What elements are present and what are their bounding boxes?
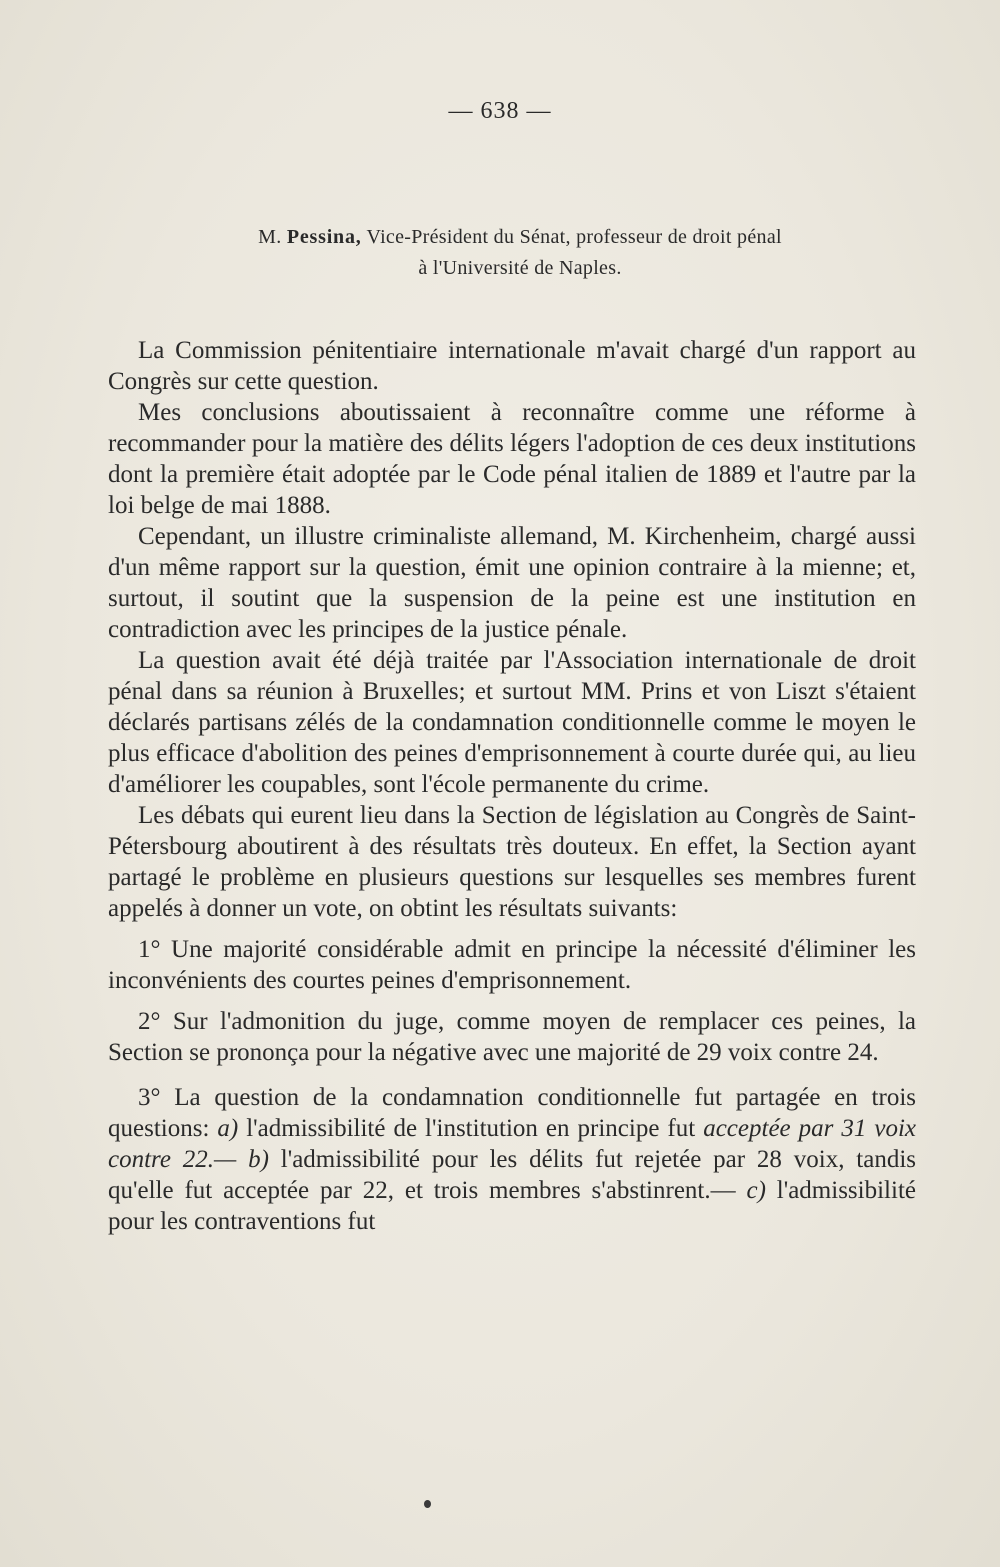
speaker-name: Pessina, bbox=[286, 226, 362, 248]
body-text bbox=[108, 335, 916, 1237]
paragraph-7: 2° Sur l'admonition du juge, comme moyen de remplacer ces peines, la Section se prononça pour la négative avec une majorité de 29 voix contre 24. bbox=[108, 1008, 916, 1066]
speaker-title: Vice-Président du Sénat, professeur de droit pénal bbox=[366, 226, 782, 248]
paragraph-5: Les débats qui eurent lieu dans la Section de législation au Congrès de Saint-Pétersbourg aboutirent à des résultats très douteux. En effet, la Section ayant partagé le problème en plusieurs questions sur lesquelles ses membres furent appelés à donner un vote, on obtint les résultats suivants: bbox=[108, 802, 916, 922]
p8-label-c: c) bbox=[746, 1177, 766, 1204]
paragraph-4: La question avait été déjà traitée par l'Association internationale de droit pénal dans sa réunion à Bruxelles; et surtout MM. Prins et von Liszt s'étaient déclarés partisans zélés de la condamnation conditionnelle comme le moyen le plus efficace d'abolition des peines d'emprisonnement à courte durée qui, au lieu d'améliorer les coupables, sont l'école permanente du crime. bbox=[108, 647, 916, 798]
p8-part-3: l'admissibilité pour les délits fut rejetée par 28 voix, tandis qu'elle fut acceptée par 22, et trois membres s'abstinrent.— bbox=[108, 1146, 916, 1204]
paragraph-2: Mes conclusions aboutissaient à reconnaître comme une réforme à recommander pour la matière des délits légers l'adoption de ces deux institutions dont la première était adoptée par le Code pénal italien de 1889 et l'autre par la loi belge de mai 1888. bbox=[108, 399, 916, 519]
heading-line-2: à l'Université de Naples. bbox=[418, 257, 622, 279]
paragraph-1: La Commission pénitentiaire internationale m'avait chargé d'un rapport au Congrès sur cette question. bbox=[108, 337, 916, 395]
paragraph-8 bbox=[108, 1082, 916, 1237]
page-number: — 638 — bbox=[448, 98, 552, 124]
p8-part-4: l'admissibilité pour les contraventions fut bbox=[108, 1177, 916, 1235]
paragraph-6: 1° Une majorité considérable admit en principe la nécessité d'éliminer les inconvénients des courtes peines d'emprisonnement. bbox=[108, 936, 916, 994]
paragraph-3: Cependant, un illustre criminaliste allemand, M. Kirchenheim, chargé aussi d'un même rapport sur la question, émit une opinion contraire à la mienne; et, surtout, il soutint que la suspension de la peine est une institution en contradiction avec les principes de la justice pénale. bbox=[108, 523, 916, 643]
p8-label-a: a) bbox=[217, 1115, 239, 1142]
p8-part-2: l'admissibilité de l'institution en principe fut bbox=[238, 1115, 704, 1142]
p8-part-1: 3° La question de la condamnation conditionnelle fut partagée en trois questions: bbox=[108, 1084, 916, 1142]
heading-line-1 bbox=[150, 222, 890, 253]
p8-italic-phrase: acceptée par 31 voix contre 22.— b) bbox=[108, 1115, 917, 1173]
ink-dot bbox=[424, 1500, 431, 1508]
speaker-heading bbox=[150, 222, 890, 284]
heading-prefix: M. bbox=[258, 226, 282, 248]
